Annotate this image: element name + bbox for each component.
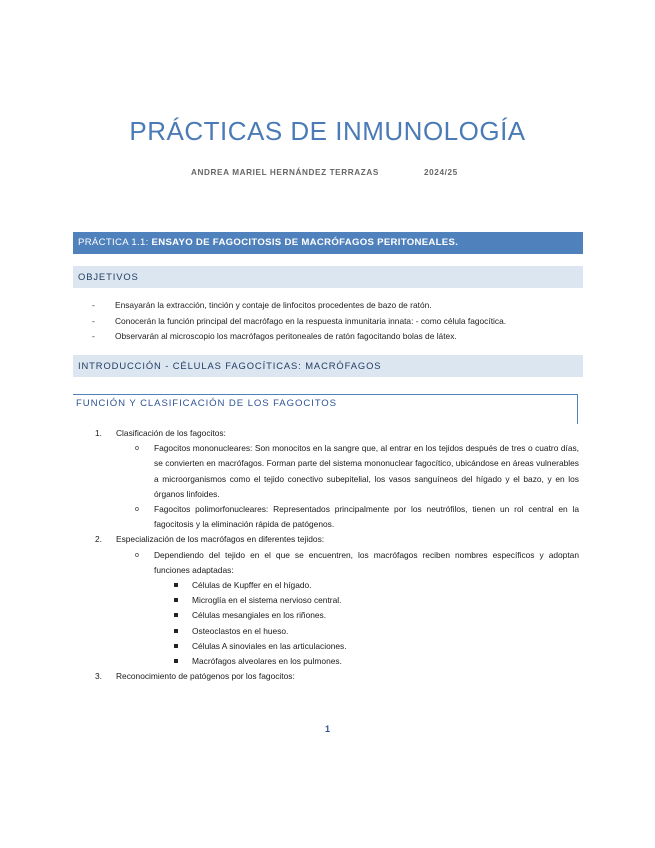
item-number: 3. [95,671,102,682]
nested-item [95,639,579,654]
nested-item-text: Macrófagos alveolares en los pulmones. [192,656,342,667]
sub-item-text: Fagocitos polimorfonucleares: Representados principalmente por los neutrófilos, tienen un rol central en la fagocitosis y la eliminación rápida de patógenos. [154,504,579,530]
circle-marker: o [135,551,139,559]
square-bullet-icon [174,583,178,587]
practice-heading [73,232,583,254]
nested-item [95,624,579,639]
list-item [92,298,582,314]
author-name: ANDREA MARIEL HERNÁNDEZ TERRAZAS [191,168,379,177]
item-number: 2. [95,534,102,545]
nested-item-text: Células mesangiales en los riñones. [192,610,327,621]
section-content [95,426,579,684]
dash-marker: - [92,331,95,341]
nested-item-text: Células de Kupffer en el hígado. [192,580,312,591]
nested-item [95,654,579,669]
objectives-list [92,298,582,345]
document-title: PRÁCTICAS DE INMUNOLOGÍA [129,116,526,146]
academic-year: 2024/25 [424,168,458,177]
objective-text: Observarán al microscopio los macrófagos peritoneales de ratón fagocitando bolas de látex. [115,331,457,341]
objective-text: Conocerán la función principal del macrófago en la respuesta inmunitaria innata: - como célula fagocítica. [115,315,507,326]
section-heading: FUNCIÓN Y CLASIFICACIÓN DE LOS FAGOCITOS [76,398,337,409]
sub-item [95,441,579,502]
nested-item [95,593,579,608]
circle-marker: o [135,506,139,514]
sub-item [95,548,579,578]
item-text: Reconocimiento de patógenos por los fagocitos: [116,671,295,682]
item-text: Especialización de los macrófagos en diferentes tejidos: [116,534,325,545]
objective-text: Ensayarán la extracción, tinción y contaje de linfocitos procedentes de bazo de ratón. [115,300,432,310]
circle-marker: o [135,445,139,453]
item-number: 1. [95,428,102,438]
objectives-heading: OBJETIVOS [73,266,583,288]
page-number: 1 [324,724,330,734]
nested-item-text: Microglía en el sistema nervioso central. [192,595,342,606]
practice-title: ENSAYO DE FAGOCITOSIS DE MACRÓFAGOS PERITONEALES. [151,237,459,248]
nested-item [95,578,579,593]
dash-marker: - [92,300,95,310]
square-bullet-icon [174,613,178,617]
numbered-item [95,669,579,684]
nested-item [95,608,579,623]
introduction-heading: INTRODUCCIÓN - CÉLULAS FAGOCÍTICAS: MACRÓFAGOS [73,355,583,377]
item-text: Clasificación de los fagocitos: [116,428,226,438]
practice-prefix: PRÁCTICA 1.1: [78,237,152,248]
nested-item-text: Osteoclastos en el hueso. [192,625,289,636]
dash-marker: - [92,315,95,326]
list-item [92,314,582,330]
square-bullet-icon [174,659,178,663]
sub-item-text: Dependiendo del tejido en el que se encuentren, los macrófagos reciben nombres específicos y adoptan funciones adaptadas: [154,549,579,575]
numbered-item [95,426,579,441]
square-bullet-icon [174,629,178,633]
square-bullet-icon [174,644,178,648]
numbered-item [95,532,579,547]
nested-item-text: Células A sinoviales en las articulaciones. [192,640,347,651]
sub-item [95,502,579,532]
list-item [92,329,582,345]
sub-item-text: Fagocitos mononucleares: Son monocitos en la sangre que, al entrar en los tejidos después de tres o cuatro días, se convierten en macrófagos. Forman parte del sistema mononuclear fagocítico, ubicándose en áreas vulnerables a microorganismos como el tejido conectivo subepitelial, los vasos sanguíneos del hígado y el bazo, y en los órganos linfoides. [154,443,579,499]
square-bullet-icon [174,598,178,602]
